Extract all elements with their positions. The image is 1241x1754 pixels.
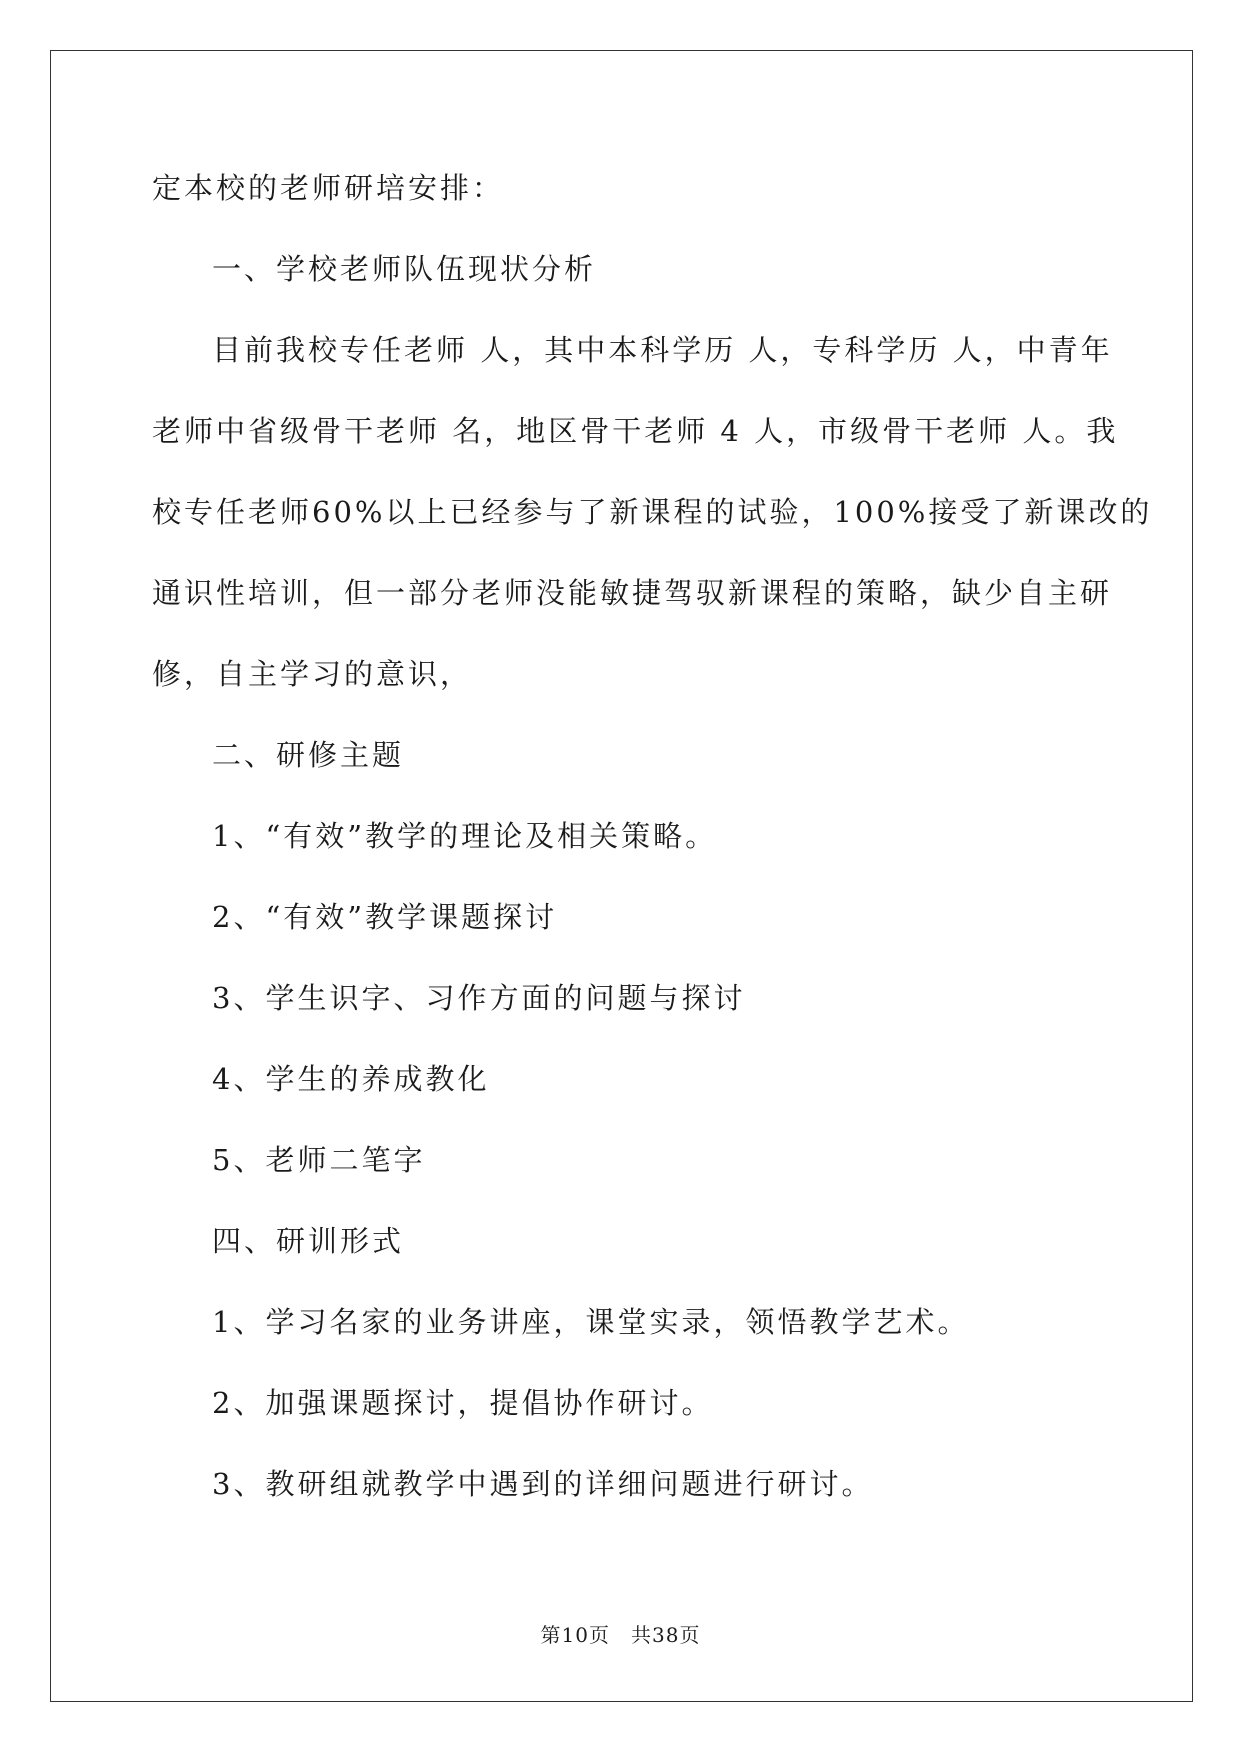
page-number-footer: 第10页 共38页 (540, 1623, 701, 1647)
paragraph-line-2: 老师中省级骨干老师 名，地区骨干老师 4 人，市级骨干老师 人。我 (152, 414, 1119, 448)
section-heading-2: 二、研修主题 (212, 738, 405, 772)
paragraph-line-3: 校专任老师60%以上已经参与了新课程的试验，100%接受了新课改的 (152, 495, 1153, 529)
list-item: 3、教研组就教学中遇到的详细问题进行研讨。 (212, 1467, 874, 1501)
text-line-continuation: 定本校的老师研培安排： (152, 171, 505, 205)
paragraph-line-5: 修，自主学习的意识， (152, 657, 473, 691)
list-item: 1、学习名家的业务讲座，课堂实录，领悟教学艺术。 (212, 1305, 970, 1339)
paragraph-line-4: 通识性培训，但一部分老师没能敏捷驾驭新课程的策略，缺少自主研 (152, 576, 1113, 610)
list-item: 2、“有效”教学课题探讨 (212, 900, 558, 934)
list-item: 1、“有效”教学的理论及相关策略。 (212, 819, 718, 853)
list-item: 5、老师二笔字 (212, 1143, 426, 1177)
list-item: 3、学生识字、习作方面的问题与探讨 (212, 981, 746, 1015)
section-heading-1: 一、学校老师队伍现状分析 (212, 252, 597, 286)
list-item: 2、加强课题探讨，提倡协作研讨。 (212, 1386, 714, 1420)
paragraph-line-1: 目前我校专任老师 人，其中本科学历 人，专科学历 人，中青年 (212, 333, 1113, 367)
section-heading-4: 四、研训形式 (212, 1224, 405, 1258)
list-item: 4、学生的养成教化 (212, 1062, 490, 1096)
page-border (50, 50, 1193, 1702)
